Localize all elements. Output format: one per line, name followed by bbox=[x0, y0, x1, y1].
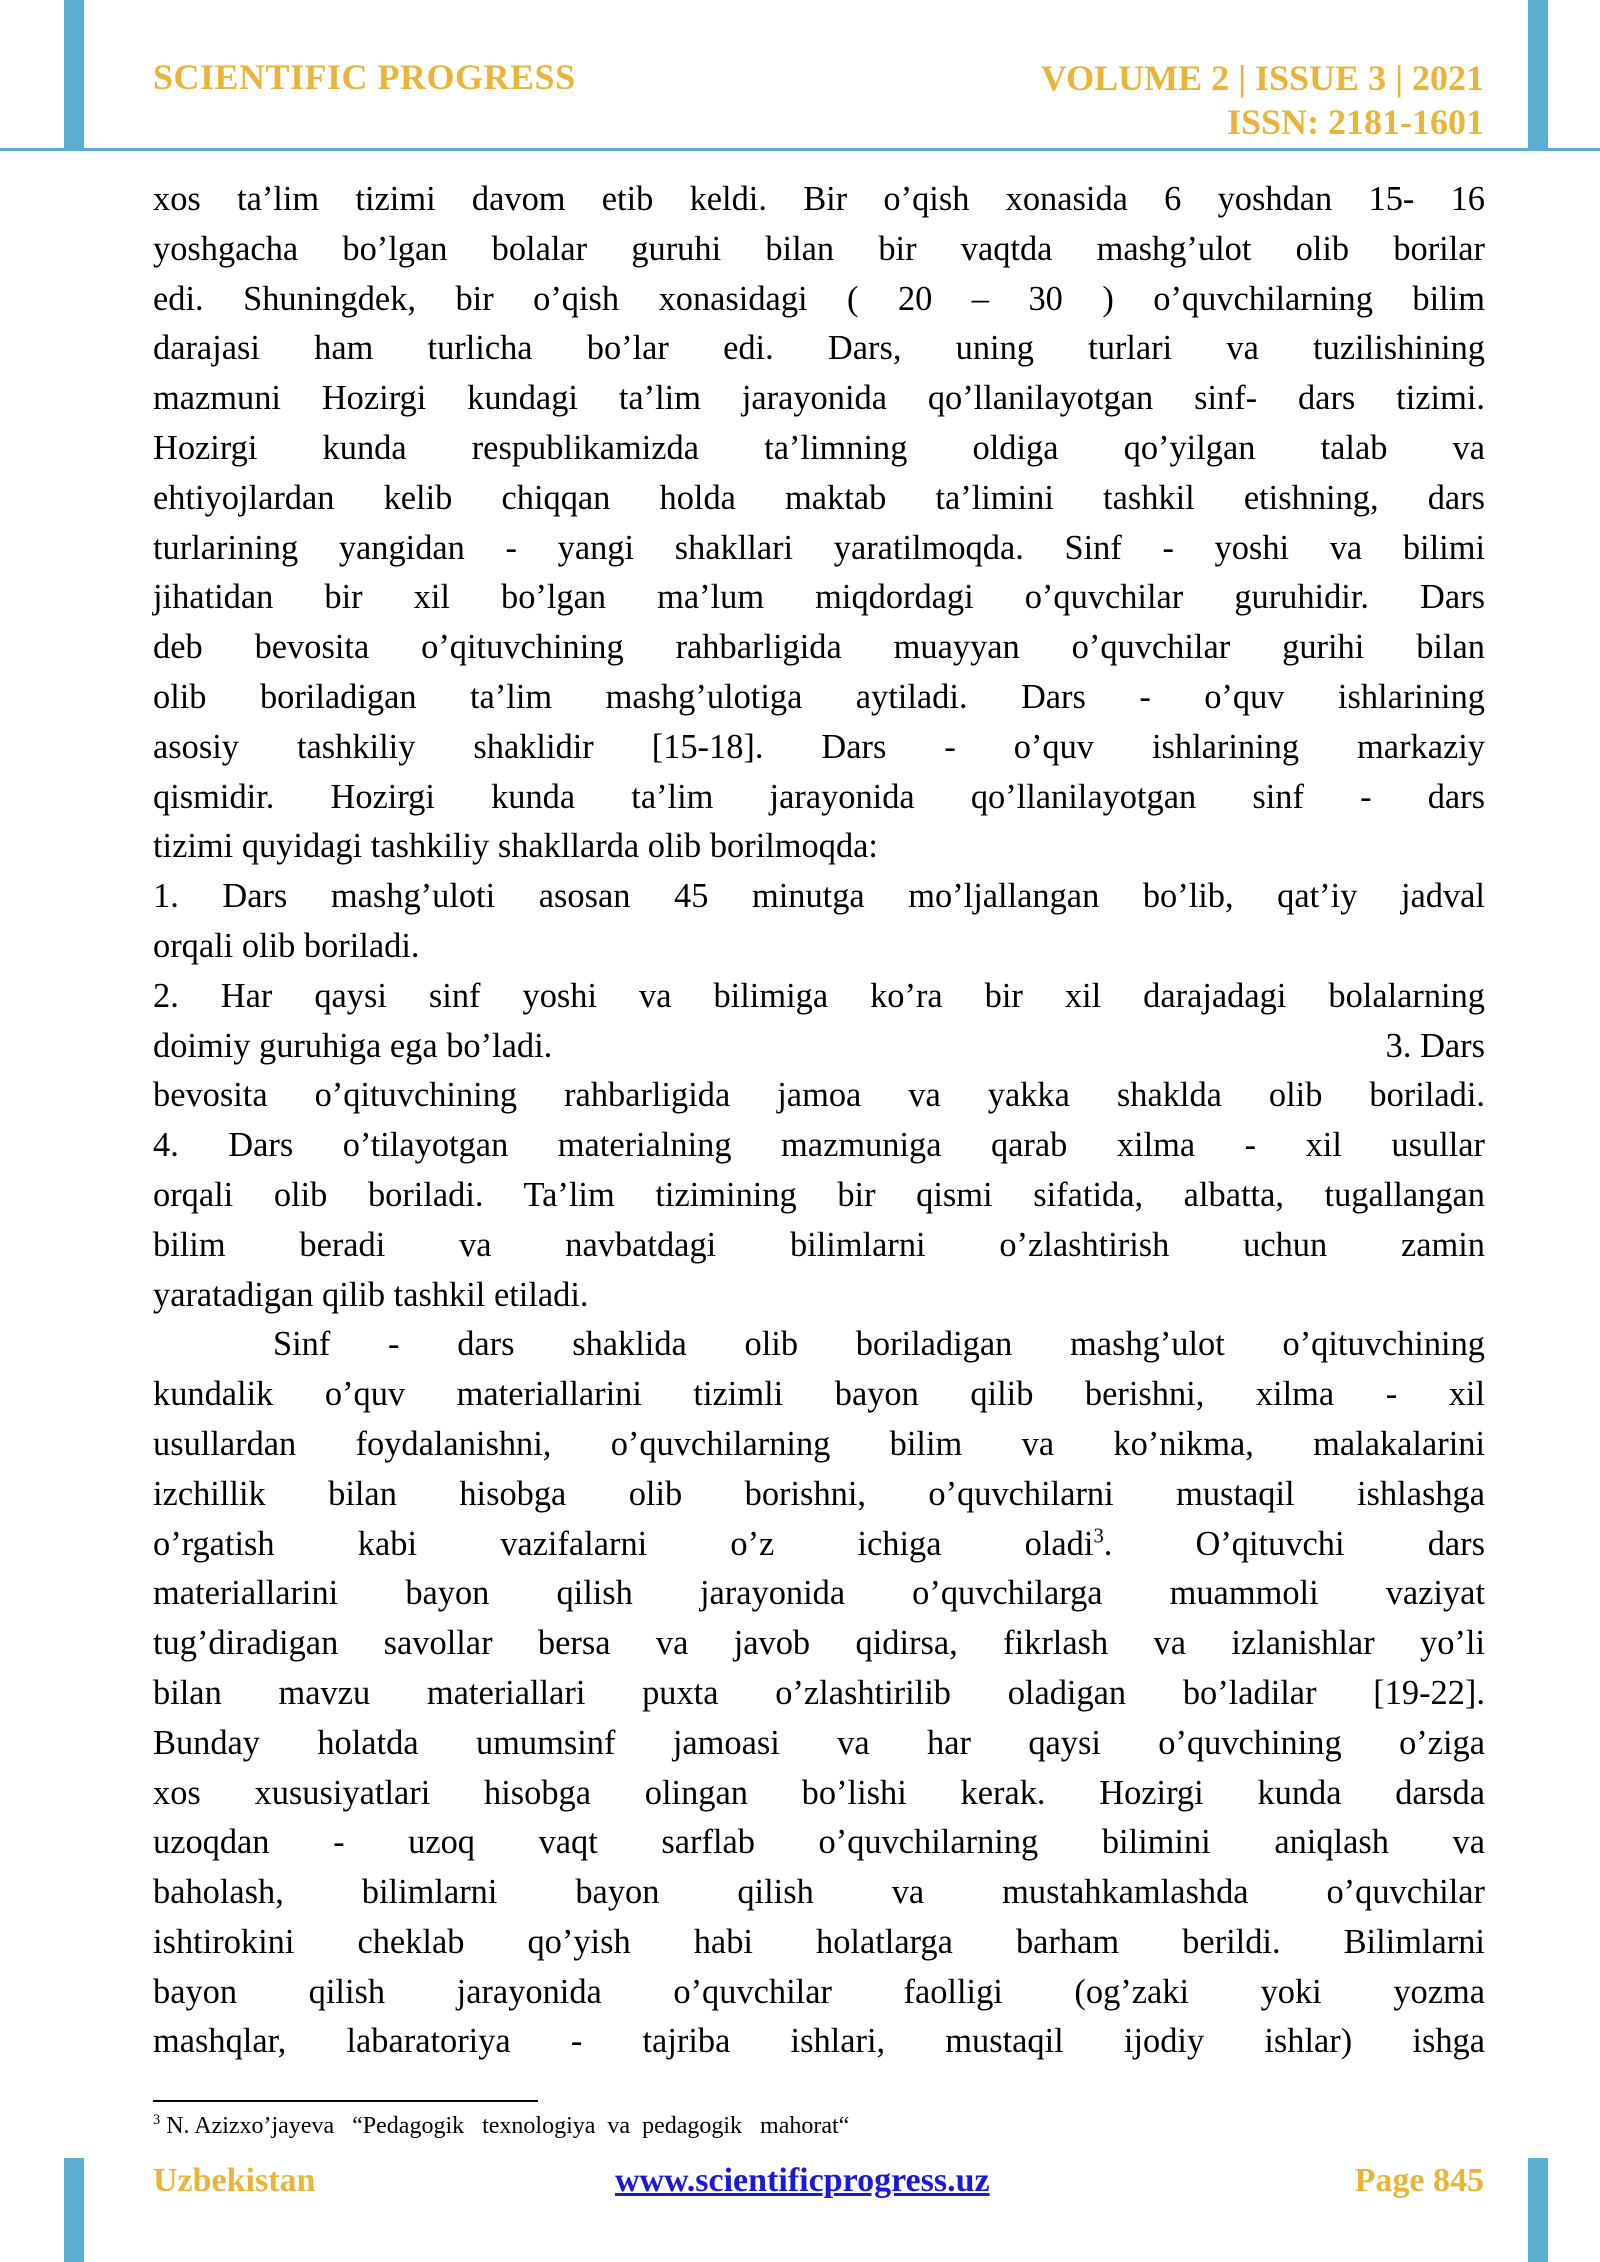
body-line: mazmuni Hozirgi kundagi ta’lim jarayonida qo’llanilayotgan sinf- dars tizimi. bbox=[153, 379, 1485, 418]
body-line: bilan mavzu materiallari puxta o’zlashtirilib oladigan bo’ladilar [19-22]. bbox=[153, 1673, 1485, 1712]
body-line: xos xususiyatlari hisobga olingan bo’lishi kerak. Hozirgi kunda darsda bbox=[153, 1773, 1485, 1812]
body-line bbox=[153, 1022, 1485, 1072]
body-line: bilim beradi va navbatdagi bilimlarni o’zlashtirish uchun zamin bbox=[153, 1225, 1485, 1264]
list-item-3-start: 3. Dars bbox=[1385, 1026, 1485, 1065]
volume-issue: VOLUME 2 | ISSUE 3 | 2021 bbox=[1040, 58, 1484, 98]
body-line: xos ta’lim tizimi davom etib keldi. Bir o’qish xonasida 6 yoshdan 15- 16 bbox=[153, 180, 1485, 218]
fn-line-before: o’rgatish kabi vazifalarni o’z ichiga oladi bbox=[153, 1524, 1094, 1563]
body-line: Hozirgi kunda respublikamizda ta’limning oldiga qo’yilgan talab va bbox=[153, 428, 1485, 467]
list-item-4: 4. Dars o’tilayotgan materialning mazmuniga qarab xilma - xil usullar bbox=[153, 1126, 1485, 1165]
list-item-2: 2. Har qaysi sinf yoshi va bilimiga ko’ra bir xil darajadagi bolalarning bbox=[153, 976, 1485, 1015]
footer-page-number: Page 845 bbox=[1354, 2162, 1484, 2199]
list-item-1: 1. Dars mashg’uloti asosan 45 minutga mo’ljallangan bo’lib, qat’iy jadval bbox=[153, 877, 1485, 916]
body-line: izchillik bilan hisobga olib borishni, o’quvchilarni mustaqil ishlashga bbox=[153, 1474, 1485, 1513]
body-line: uzoqdan - uzoq vaqt sarflab o’quvchilarning bilimini aniqlash va bbox=[153, 1823, 1485, 1862]
fn-line-after: . O’qituvchi dars bbox=[1103, 1524, 1485, 1563]
body-line: olib boriladigan ta’lim mashg’ulotiga aytiladi. Dars - o’quv ishlarining bbox=[153, 677, 1485, 716]
issue-info bbox=[1041, 56, 1484, 144]
body-line: edi. Shuningdek, bir o’qish xonasidagi ( 20 – 30 ) o’quvchilarning bilim bbox=[153, 279, 1485, 318]
body-line: ehtiyojlardan kelib chiqqan holda maktab ta’limini tashkil etishning, dars bbox=[153, 478, 1485, 517]
footnote-mark: 3 bbox=[153, 2112, 161, 2128]
body-line: usullardan foydalanishni, o’quvchilarning bilim va ko’nikma, malakalarini bbox=[153, 1424, 1485, 1463]
body-line: turlarining yangidan - yangi shakllari yaratilmoqda. Sinf - yoshi va bilimi bbox=[153, 528, 1485, 567]
footnote-text: N. Azizxo’jayeva “Pedagogik texnologiya va pedagogik mahorat“ bbox=[160, 2113, 850, 2139]
paragraph-start: Sinf - dars shaklida olib boriladigan mashg’ulot o’qituvchining bbox=[273, 1325, 1485, 1364]
body-line-with-footnote bbox=[153, 1520, 1485, 1570]
body-line: tizimi quyidagi tashkiliy shakllarda olib borilmoqda: bbox=[153, 827, 878, 866]
journal-title: SCIENTIFIC PROGRESS bbox=[153, 57, 576, 97]
body-line: materiallarini bayon qilish jarayonida o’quvchilarga muammoli vaziyat bbox=[153, 1574, 1485, 1613]
left-bottom-bar bbox=[64, 2158, 84, 2262]
body-line-left: doimiy guruhiga ega bo’ladi. bbox=[153, 1026, 553, 1065]
left-top-bar bbox=[64, 0, 84, 150]
footer-country: Uzbekistan bbox=[153, 2162, 316, 2199]
body-line: ishtirokini cheklab qo’yish habi holatlarga barham berildi. Bilimlarni bbox=[153, 1922, 1485, 1961]
body-line: yoshgacha bo’lgan bolalar guruhi bilan bir vaqtda mashg’ulot olib borilar bbox=[153, 229, 1485, 268]
body-line: deb bevosita o’qituvchining rahbarligida muayyan o’quvchilar gurihi bilan bbox=[153, 628, 1485, 667]
body-line: orqali olib boriladi. Ta’lim tizimining bir qismi sifatida, albatta, tugallangan bbox=[153, 1175, 1485, 1214]
header-rule bbox=[0, 148, 1600, 151]
body-line: kundalik o’quv materiallarini tizimli bayon qilib berishni, xilma - xil bbox=[153, 1375, 1485, 1414]
body-line: bayon qilish jarayonida o’quvchilar faolligi (og’zaki yoki yozma bbox=[153, 1972, 1485, 2011]
footnote-ref[interactable]: 3 bbox=[1093, 1525, 1104, 1548]
body-line: qismidir. Hozirgi kunda ta’lim jarayonida qo’llanilayotgan sinf - dars bbox=[153, 777, 1485, 816]
body-line: orqali olib boriladi. bbox=[153, 926, 420, 965]
body-line: jihatidan bir xil bo’lgan ma’lum miqdordagi o’quvchilar guruhidir. Dars bbox=[153, 578, 1485, 617]
body-line: asosiy tashkiliy shaklidir [15-18]. Dars - o’quv ishlarining markaziy bbox=[153, 727, 1485, 766]
issn: ISSN: 2181-1601 bbox=[1226, 102, 1484, 142]
footer-website-link[interactable]: www.scientificprogress.uz bbox=[615, 2162, 990, 2199]
right-bottom-bar bbox=[1528, 2158, 1548, 2262]
article-body bbox=[153, 175, 1485, 2067]
footnote-rule bbox=[153, 2100, 538, 2102]
body-line: mashqlar, labaratoriya - tajriba ishlari, mustaqil ijodiy ishlar) ishga bbox=[153, 2022, 1485, 2061]
footnote bbox=[153, 2113, 849, 2140]
right-top-bar bbox=[1528, 0, 1548, 150]
body-line: darajasi ham turlicha bo’lar edi. Dars, uning turlari va tuzilishining bbox=[153, 329, 1485, 368]
body-line: baholash, bilimlarni bayon qilish va mustahkamlashda o’quvchilar bbox=[153, 1873, 1485, 1912]
body-line: tug’diradigan savollar bersa va javob qidirsa, fikrlash va izlanishlar yo’li bbox=[153, 1624, 1485, 1663]
body-line: yaratadigan qilib tashkil etiladi. bbox=[153, 1275, 589, 1314]
body-line: bevosita o’qituvchining rahbarligida jamoa va yakka shaklda olib boriladi. bbox=[153, 1076, 1485, 1115]
body-line: Bunday holatda umumsinf jamoasi va har qaysi o’quvchining o’ziga bbox=[153, 1723, 1485, 1762]
